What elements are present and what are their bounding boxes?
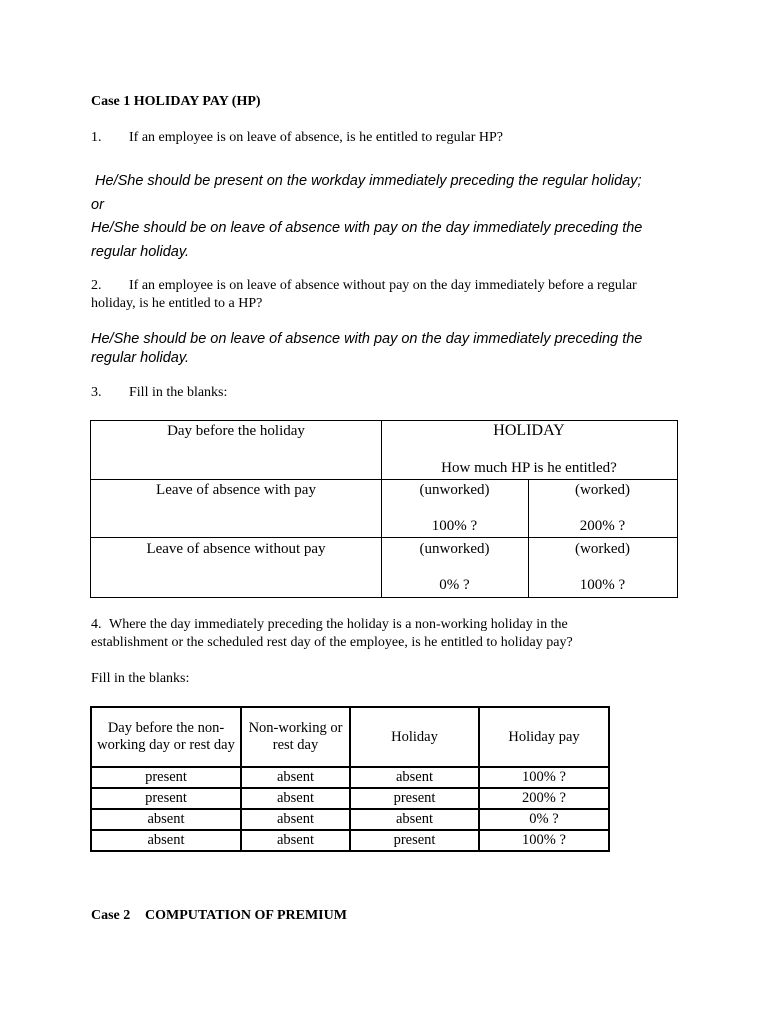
answer-1-line: He/She should be present on the workday immediately preceding the regular holiday;: [91, 173, 642, 189]
table-cell: present: [91, 788, 241, 809]
table-cell: absent: [91, 830, 241, 851]
table-cell: absent: [241, 788, 350, 809]
row-label: Leave of absence with pay: [156, 482, 316, 498]
table-row: [91, 767, 609, 788]
question-4: [91, 616, 573, 652]
question-4-line: establishment or the scheduled rest day of the employee, is he entitled to holiday pay?: [91, 635, 573, 650]
question-1: [91, 130, 503, 146]
table-row: [91, 788, 609, 809]
table-cell: absent: [350, 767, 479, 788]
table-header-holiday: HOLIDAY: [493, 422, 565, 439]
question-4-line: Where the day immediately preceding the holiday is a non-working holiday in the: [109, 617, 568, 632]
case2-title: COMPUTATION OF PREMIUM: [145, 908, 347, 923]
answer-1: [91, 170, 642, 264]
cell-worked: (worked): [575, 541, 630, 557]
answer-2-line: regular holiday.: [91, 350, 190, 366]
cell-worked: (worked): [575, 482, 630, 498]
table-row: [91, 830, 609, 851]
question-1-text: If an employee is on leave of absence, is he entitled to regular HP?: [129, 130, 503, 145]
case2-heading: [91, 908, 347, 924]
table-cell: absent: [241, 767, 350, 788]
answer-1-line: or: [91, 196, 104, 213]
question-2-line: holiday, is he entitled to a HP?: [91, 296, 263, 311]
question-2-number: 2.: [91, 278, 102, 293]
table-cell: 200% ?: [479, 788, 609, 809]
table-cell: present: [91, 767, 241, 788]
cell-unworked: (unworked): [419, 541, 490, 557]
cell-unworked-value: 0% ?: [439, 577, 470, 593]
table-cell: 100% ?: [479, 830, 609, 851]
table-header-subtitle: How much HP is he entitled?: [441, 460, 617, 476]
question-3-number: 3.: [91, 385, 102, 400]
table-header-day: Day before the holiday: [167, 423, 305, 439]
answer-2: [91, 330, 642, 368]
answer-2-line: He/She should be on leave of absence with pay on the day immediately preceding the: [91, 331, 643, 347]
table-divider: [381, 421, 382, 597]
cell-worked-value: 200% ?: [579, 518, 626, 534]
table-cell: present: [350, 830, 479, 851]
table-cell: absent: [350, 809, 479, 830]
cell-unworked-value: 100% ?: [431, 518, 478, 534]
table-divider: [91, 479, 677, 480]
table-cell: absent: [241, 809, 350, 830]
table-cell: 0% ?: [479, 809, 609, 830]
holiday-pay-table: [90, 420, 678, 598]
case1-heading: Case 1 HOLIDAY PAY (HP): [91, 94, 261, 109]
question-4-number: 4.: [91, 617, 102, 632]
table-row: [91, 809, 609, 830]
table-header-cell: Day before the non-working day or rest day: [91, 707, 241, 767]
table-cell: present: [350, 788, 479, 809]
question-3-text: Fill in the blanks:: [129, 385, 228, 400]
rest-day-table: [90, 706, 610, 852]
table-header-cell: Non-working or rest day: [241, 707, 350, 767]
cell-worked-value: 100% ?: [579, 577, 626, 593]
table-header-cell: Holiday pay: [479, 707, 609, 767]
table-cell: 100% ?: [479, 767, 609, 788]
table-header-cell: Holiday: [350, 707, 479, 767]
case2-label: Case 2: [91, 908, 131, 923]
question-2-line: If an employee is on leave of absence without pay on the day immediately before a regular: [129, 278, 637, 293]
question-3: [91, 385, 227, 401]
answer-1-line: regular holiday.: [91, 243, 190, 260]
cell-unworked: (unworked): [419, 482, 490, 498]
fill-in-instruction: Fill in the blanks:: [91, 671, 190, 686]
question-2: [91, 277, 637, 313]
row-label: Leave of absence without pay: [146, 541, 326, 557]
question-1-number: 1.: [91, 130, 102, 145]
table-cell: absent: [241, 830, 350, 851]
table-cell: absent: [91, 809, 241, 830]
answer-1-line: He/She should be on leave of absence with pay on the day immediately preceding the: [91, 220, 643, 236]
table-divider: [91, 537, 677, 538]
